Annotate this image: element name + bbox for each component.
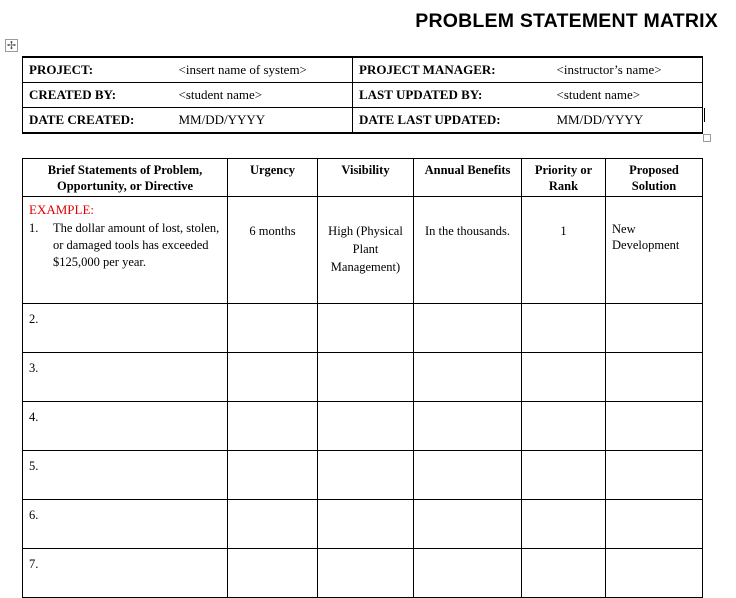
priority-cell[interactable]: [522, 549, 606, 598]
project-label: PROJECT:: [23, 57, 173, 83]
project-info-row: [23, 57, 703, 83]
visibility-cell[interactable]: [318, 402, 414, 451]
header-proposed-solution: Proposed Solution: [606, 159, 703, 197]
table-row: [23, 451, 703, 500]
project-manager-label: PROJECT MANAGER:: [353, 57, 551, 83]
header-priority-rank: Priority or Rank: [522, 159, 606, 197]
header-annual-benefits: Annual Benefits: [414, 159, 522, 197]
row-number-cell[interactable]: 3.: [23, 353, 228, 402]
row-number-cell[interactable]: 7.: [23, 549, 228, 598]
solution-cell[interactable]: [606, 353, 703, 402]
example-annual-benefits-cell[interactable]: In the thousands.: [414, 197, 522, 304]
example-label: EXAMPLE:: [29, 202, 94, 217]
example-priority-cell[interactable]: 1: [522, 197, 606, 304]
annual-benefits-cell[interactable]: [414, 402, 522, 451]
header-brief-statements: Brief Statements of Problem, Opportunity, or Directive: [23, 159, 228, 197]
last-updated-by-label: LAST UPDATED BY:: [353, 83, 551, 108]
table-row: [23, 549, 703, 598]
priority-cell[interactable]: [522, 304, 606, 353]
project-manager-value[interactable]: <instructor’s name>: [551, 57, 703, 83]
date-created-value[interactable]: MM/DD/YYYY: [173, 108, 353, 134]
example-statement-text: The dollar amount of lost, stolen, or damaged tools has exceeded $125,000 per year.: [53, 221, 220, 269]
table-row: [23, 500, 703, 549]
text-cursor: [704, 108, 705, 122]
example-urgency-cell[interactable]: 6 months: [228, 197, 318, 304]
urgency-cell[interactable]: [228, 304, 318, 353]
visibility-cell[interactable]: [318, 451, 414, 500]
visibility-cell[interactable]: [318, 304, 414, 353]
urgency-cell[interactable]: [228, 451, 318, 500]
urgency-cell[interactable]: [228, 500, 318, 549]
row-number-cell[interactable]: 5.: [23, 451, 228, 500]
table-row: [23, 402, 703, 451]
solution-cell[interactable]: [606, 500, 703, 549]
solution-cell[interactable]: [606, 304, 703, 353]
priority-cell[interactable]: [522, 451, 606, 500]
priority-cell[interactable]: [522, 353, 606, 402]
document-title: PROBLEM STATEMENT MATRIX: [415, 10, 718, 32]
example-visibility-cell[interactable]: High (Physical Plant Management): [318, 197, 414, 304]
example-solution-cell[interactable]: New Development: [606, 197, 703, 304]
urgency-cell[interactable]: [228, 353, 318, 402]
table-move-handle-icon[interactable]: ✢: [6, 39, 17, 52]
example-row: [23, 197, 703, 304]
table-resize-handle[interactable]: [703, 134, 711, 142]
table-row: [23, 353, 703, 402]
created-by-label: CREATED BY:: [23, 83, 173, 108]
row-number-cell[interactable]: 6.: [23, 500, 228, 549]
last-updated-by-value[interactable]: <student name>: [551, 83, 703, 108]
visibility-cell[interactable]: [318, 549, 414, 598]
urgency-cell[interactable]: [228, 549, 318, 598]
row-number-cell[interactable]: 4.: [23, 402, 228, 451]
visibility-cell[interactable]: [318, 353, 414, 402]
table-row: [23, 304, 703, 353]
matrix-header-row: [23, 159, 703, 197]
annual-benefits-cell[interactable]: [414, 304, 522, 353]
date-last-updated-label: DATE LAST UPDATED:: [353, 108, 551, 134]
annual-benefits-cell[interactable]: [414, 451, 522, 500]
annual-benefits-cell[interactable]: [414, 549, 522, 598]
row-number-cell[interactable]: 2.: [23, 304, 228, 353]
solution-cell[interactable]: [606, 402, 703, 451]
solution-cell[interactable]: [606, 451, 703, 500]
annual-benefits-cell[interactable]: [414, 353, 522, 402]
header-urgency: Urgency: [228, 159, 318, 197]
date-created-label: DATE CREATED:: [23, 108, 173, 134]
priority-cell[interactable]: [522, 402, 606, 451]
problem-statement-matrix-table: [22, 158, 703, 598]
urgency-cell[interactable]: [228, 402, 318, 451]
project-info-row: [23, 108, 703, 134]
created-by-value[interactable]: <student name>: [173, 83, 353, 108]
project-info-table: [22, 56, 703, 134]
priority-cell[interactable]: [522, 500, 606, 549]
visibility-cell[interactable]: [318, 500, 414, 549]
solution-cell[interactable]: [606, 549, 703, 598]
header-visibility: Visibility: [318, 159, 414, 197]
project-value[interactable]: <insert name of system>: [173, 57, 353, 83]
example-row-number: 1.: [29, 221, 39, 235]
project-info-row: [23, 83, 703, 108]
date-last-updated-value[interactable]: MM/DD/YYYY: [551, 108, 703, 134]
example-statement-cell[interactable]: [23, 197, 228, 304]
annual-benefits-cell[interactable]: [414, 500, 522, 549]
